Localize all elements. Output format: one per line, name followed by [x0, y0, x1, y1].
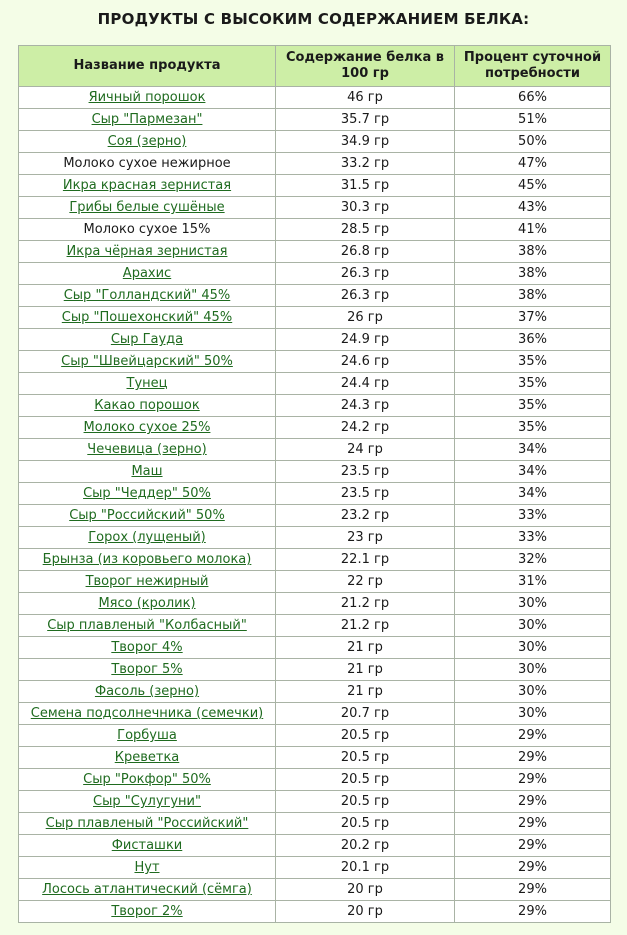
product-link[interactable]: Творог 5%: [111, 662, 183, 677]
protein-cell: 28.5 гр: [276, 219, 455, 241]
product-link[interactable]: Брынза (из коровьего молока): [42, 552, 252, 567]
percent-cell: 30%: [455, 615, 611, 637]
table-row: [19, 417, 611, 439]
product-link[interactable]: Сыр "Сулугуни": [93, 794, 201, 809]
product-name-cell: [19, 109, 276, 131]
percent-cell: 30%: [455, 703, 611, 725]
product-link[interactable]: Сыр "Пошехонский" 45%: [61, 310, 233, 325]
product-name-cell: [19, 329, 276, 351]
table-row: [19, 439, 611, 461]
product-link[interactable]: Сыр плавленый "Российский": [45, 816, 249, 831]
percent-cell: 51%: [455, 109, 611, 131]
table-row: [19, 813, 611, 835]
percent-cell: 29%: [455, 769, 611, 791]
percent-cell: 50%: [455, 131, 611, 153]
table-row: [19, 241, 611, 263]
header-protein-content: Содержание белка в 100 гр: [276, 46, 455, 87]
product-name-cell: [19, 857, 276, 879]
product-name-cell: [19, 307, 276, 329]
protein-cell: 24 гр: [276, 439, 455, 461]
product-name-cell: [19, 549, 276, 571]
protein-cell: 20.5 гр: [276, 769, 455, 791]
percent-cell: 38%: [455, 263, 611, 285]
table-row: [19, 901, 611, 923]
product-name-cell: [19, 87, 276, 109]
protein-cell: 21 гр: [276, 681, 455, 703]
protein-cell: 24.6 гр: [276, 351, 455, 373]
table-row: [19, 153, 611, 175]
product-name-cell: [19, 615, 276, 637]
product-link[interactable]: Фасоль (зерно): [94, 684, 200, 699]
product-name-cell: [19, 703, 276, 725]
table-row: [19, 483, 611, 505]
protein-cell: 20.2 гр: [276, 835, 455, 857]
percent-cell: 33%: [455, 505, 611, 527]
protein-table: [18, 45, 611, 923]
table-row: [19, 769, 611, 791]
product-name-cell: [19, 813, 276, 835]
table-row: [19, 505, 611, 527]
product-link[interactable]: Сыр "Голландский" 45%: [63, 288, 231, 303]
table-header-row: [19, 46, 611, 87]
product-link[interactable]: Лосось атлантический (сёмга): [42, 882, 252, 897]
percent-cell: 29%: [455, 725, 611, 747]
table-body: [19, 87, 611, 923]
percent-cell: 35%: [455, 373, 611, 395]
product-name-cell: [19, 835, 276, 857]
table-row: [19, 373, 611, 395]
table-row: [19, 615, 611, 637]
table-row: [19, 747, 611, 769]
product-name-cell: [19, 769, 276, 791]
table-row: [19, 681, 611, 703]
product-link[interactable]: Горох (лущеный): [88, 530, 206, 545]
product-name-cell: [19, 725, 276, 747]
table-row: [19, 857, 611, 879]
product-link[interactable]: Арахис: [122, 266, 172, 281]
percent-cell: 32%: [455, 549, 611, 571]
table-row: [19, 593, 611, 615]
product-name-cell: [19, 351, 276, 373]
protein-cell: 21 гр: [276, 637, 455, 659]
protein-cell: 31.5 гр: [276, 175, 455, 197]
product-link[interactable]: Яичный порошок: [88, 90, 206, 105]
protein-cell: 26.3 гр: [276, 285, 455, 307]
percent-cell: 30%: [455, 681, 611, 703]
percent-cell: 38%: [455, 285, 611, 307]
protein-cell: 46 гр: [276, 87, 455, 109]
protein-cell: 21 гр: [276, 659, 455, 681]
table-row: [19, 329, 611, 351]
table-row: [19, 527, 611, 549]
percent-cell: 30%: [455, 659, 611, 681]
percent-cell: 47%: [455, 153, 611, 175]
percent-cell: 34%: [455, 461, 611, 483]
table-row: [19, 571, 611, 593]
product-name-cell: [19, 637, 276, 659]
product-name-cell: [19, 901, 276, 923]
product-link[interactable]: Творог 4%: [111, 640, 183, 655]
percent-cell: 33%: [455, 527, 611, 549]
product-name-cell: [19, 461, 276, 483]
product-link[interactable]: Мясо (кролик): [98, 596, 196, 611]
page-title: ПРОДУКТЫ С ВЫСОКИМ СОДЕРЖАНИЕМ БЕЛКА:: [97, 10, 530, 28]
protein-cell: 24.3 гр: [276, 395, 455, 417]
product-name: Молоко сухое нежирное: [63, 156, 231, 171]
percent-cell: 35%: [455, 351, 611, 373]
percent-cell: 34%: [455, 439, 611, 461]
protein-cell: 34.9 гр: [276, 131, 455, 153]
protein-cell: 26.3 гр: [276, 263, 455, 285]
table-row: [19, 87, 611, 109]
product-name-cell: [19, 681, 276, 703]
protein-cell: 20.5 гр: [276, 725, 455, 747]
protein-cell: 30.3 гр: [276, 197, 455, 219]
product-name: Молоко сухое 15%: [83, 222, 211, 237]
product-name-cell: [19, 241, 276, 263]
product-name-cell: [19, 593, 276, 615]
protein-cell: 23 гр: [276, 527, 455, 549]
table-row: [19, 791, 611, 813]
table-row: [19, 835, 611, 857]
table-row: [19, 659, 611, 681]
table-row: [19, 637, 611, 659]
product-name-cell: [19, 659, 276, 681]
table-row: [19, 879, 611, 901]
percent-cell: 30%: [455, 637, 611, 659]
table-row: [19, 549, 611, 571]
percent-cell: 34%: [455, 483, 611, 505]
product-link[interactable]: Маш: [131, 464, 163, 479]
percent-cell: 29%: [455, 813, 611, 835]
protein-cell: 26 гр: [276, 307, 455, 329]
table-row: [19, 395, 611, 417]
percent-cell: 35%: [455, 395, 611, 417]
percent-cell: 30%: [455, 593, 611, 615]
percent-cell: 37%: [455, 307, 611, 329]
table-row: [19, 131, 611, 153]
product-link[interactable]: Сыр Гауда: [110, 332, 184, 347]
product-name-cell: [19, 263, 276, 285]
percent-cell: 43%: [455, 197, 611, 219]
protein-cell: 21.2 гр: [276, 615, 455, 637]
product-link[interactable]: Икра чёрная зернистая: [66, 244, 228, 259]
table-row: [19, 307, 611, 329]
product-name-cell: [19, 505, 276, 527]
protein-cell: 20.7 гр: [276, 703, 455, 725]
product-link[interactable]: Грибы белые сушёные: [69, 200, 225, 215]
product-link[interactable]: Творог нежирный: [85, 574, 209, 589]
product-name-cell: [19, 153, 276, 175]
product-link[interactable]: Молоко сухое 25%: [83, 420, 211, 435]
product-link[interactable]: Чечевица (зерно): [87, 442, 207, 457]
product-name-cell: [19, 373, 276, 395]
product-link[interactable]: Сыр "Пармезан": [91, 112, 203, 127]
percent-cell: 35%: [455, 417, 611, 439]
percent-cell: 31%: [455, 571, 611, 593]
protein-cell: 21.2 гр: [276, 593, 455, 615]
table-row: [19, 461, 611, 483]
product-link[interactable]: Семена подсолнечника (семечки): [30, 706, 264, 721]
percent-cell: 29%: [455, 901, 611, 923]
percent-cell: 36%: [455, 329, 611, 351]
product-link[interactable]: Творог 2%: [111, 904, 183, 919]
protein-cell: 20 гр: [276, 901, 455, 923]
table-row: [19, 109, 611, 131]
percent-cell: 66%: [455, 87, 611, 109]
product-link[interactable]: Фисташки: [111, 838, 183, 853]
protein-cell: 23.2 гр: [276, 505, 455, 527]
product-name-cell: [19, 527, 276, 549]
table-row: [19, 175, 611, 197]
percent-cell: 29%: [455, 857, 611, 879]
product-link[interactable]: Сыр "Рокфор" 50%: [83, 772, 211, 787]
product-link[interactable]: Нут: [134, 860, 160, 875]
protein-cell: 22 гр: [276, 571, 455, 593]
percent-cell: 29%: [455, 791, 611, 813]
protein-cell: 20.1 гр: [276, 857, 455, 879]
product-name-cell: [19, 747, 276, 769]
product-link[interactable]: Икра красная зернистая: [62, 178, 232, 193]
percent-cell: 29%: [455, 747, 611, 769]
protein-cell: 22.1 гр: [276, 549, 455, 571]
table-row: [19, 219, 611, 241]
header-daily-percent: Процент суточной потребности: [455, 46, 611, 87]
protein-cell: 20.5 гр: [276, 813, 455, 835]
product-link[interactable]: Сыр плавленый "Колбасный": [47, 618, 247, 633]
product-name-cell: [19, 131, 276, 153]
protein-cell: 33.2 гр: [276, 153, 455, 175]
product-link[interactable]: Сыр "Российский" 50%: [69, 508, 225, 523]
product-name-cell: [19, 395, 276, 417]
product-link[interactable]: Горбуша: [117, 728, 177, 743]
protein-cell: 20 гр: [276, 879, 455, 901]
table-row: [19, 263, 611, 285]
product-name-cell: [19, 285, 276, 307]
table-row: [19, 285, 611, 307]
product-link[interactable]: Тунец: [126, 376, 168, 391]
protein-cell: 23.5 гр: [276, 461, 455, 483]
product-link[interactable]: Креветка: [114, 750, 180, 765]
product-name-cell: [19, 879, 276, 901]
percent-cell: 45%: [455, 175, 611, 197]
protein-cell: 20.5 гр: [276, 747, 455, 769]
product-name-cell: [19, 219, 276, 241]
product-name-cell: [19, 439, 276, 461]
protein-cell: 23.5 гр: [276, 483, 455, 505]
product-name-cell: [19, 571, 276, 593]
product-name-cell: [19, 483, 276, 505]
percent-cell: 41%: [455, 219, 611, 241]
percent-cell: 38%: [455, 241, 611, 263]
product-name-cell: [19, 791, 276, 813]
table-row: [19, 197, 611, 219]
protein-cell: 35.7 гр: [276, 109, 455, 131]
product-link[interactable]: Сыр "Чеддер" 50%: [83, 486, 211, 501]
table-row: [19, 725, 611, 747]
percent-cell: 29%: [455, 879, 611, 901]
table-row: [19, 703, 611, 725]
product-name-cell: [19, 417, 276, 439]
product-name-cell: [19, 175, 276, 197]
protein-cell: 24.9 гр: [276, 329, 455, 351]
product-name-cell: [19, 197, 276, 219]
percent-cell: 29%: [455, 835, 611, 857]
protein-cell: 24.2 гр: [276, 417, 455, 439]
protein-cell: 24.4 гр: [276, 373, 455, 395]
protein-cell: 26.8 гр: [276, 241, 455, 263]
table-row: [19, 351, 611, 373]
product-link[interactable]: Сыр "Швейцарский" 50%: [61, 354, 233, 369]
header-product-name: Название продукта: [19, 46, 276, 87]
product-link[interactable]: Соя (зерно): [107, 134, 187, 149]
protein-cell: 20.5 гр: [276, 791, 455, 813]
product-link[interactable]: Какао порошок: [94, 398, 200, 413]
